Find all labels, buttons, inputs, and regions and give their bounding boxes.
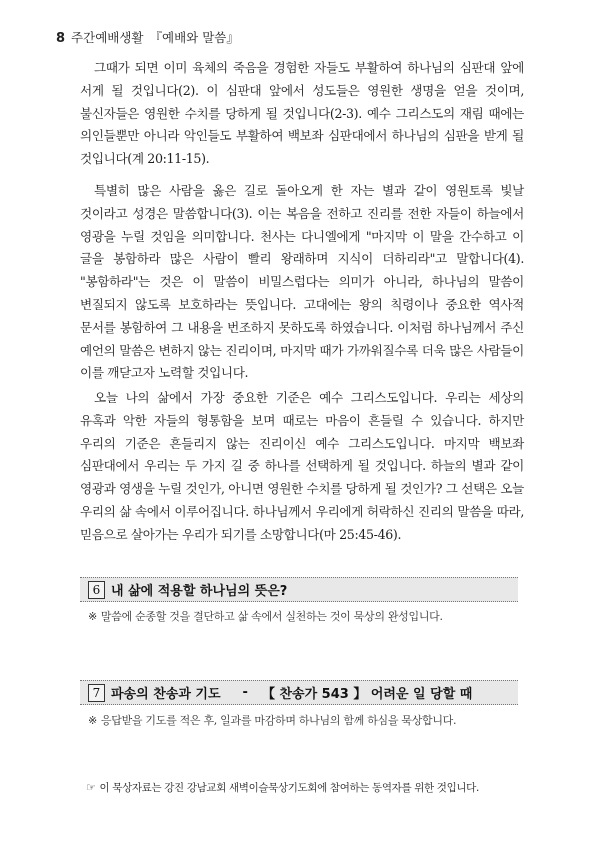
page-number: 8 bbox=[56, 31, 66, 46]
body-paragraph-2: 특별히 많은 사람을 옳은 길로 돌아오게 한 자는 별과 같이 영원토록 빛날 것이라고 성경은 말씀합니다(3). 이는 복음을 전하고 진리를 전한 자들이 하늘에서 영광을 누릴 것임을 의미합니다. 천사는 다니엘에게 "마지막 이 말을 간수하고 이 글을 봉함하라 많은 사람이 빨리 왕래하며 지식이 더하리라"고 말합니다(4). "봉함하라"는 것은 이 말씀이 비밀스럽다는 의미가 아니라, 하나님의 말씀이 변질되지 않도록 보호하라는 뜻입니다. 고대에는 왕의 칙령이나 중요한 역사적 문서를 봉함하여 그 내용을 번조하지 못하도록 하였습니다. 이처럼 하나님께서 주신 예언의 말씀은 변하지 않는 진리이며, 마지막 때가 가까워질수록 더욱 많은 사람들이 이를 깨닫고자 노력할 것입니다. bbox=[80, 183, 524, 381]
section-6-number: 6 bbox=[88, 581, 105, 599]
footer-text: 이 묵상자료는 강진 강남교회 새벽이슬묵상기도회에 참여하는 동역자를 위한 것입니다. bbox=[99, 782, 479, 794]
section-6-header bbox=[80, 577, 518, 602]
section-7-number: 7 bbox=[88, 684, 105, 702]
section-6-note-text: 말씀에 순종할 것을 결단하고 삶 속에서 실천하는 것이 묵상의 완성입니다. bbox=[100, 610, 443, 623]
body-paragraph-1: 그때가 되면 이미 육체의 죽음을 경험한 자들도 부활하여 하나님의 심판대 앞에 서게 될 것입니다(2). 이 심판대 앞에서 성도들은 영원한 생명을 얻을 것이며, 불신자들은 영원한 수치를 당하게 될 것입니다(2-3). 예수 그리스도의 재림 때에는 의인들뿐만 아니라 악인들도 부활하여 백보좌 심판대에서 하나님의 심판을 받게 될 것입니다(계 20:11-15). bbox=[80, 60, 524, 167]
note-mark: ※ bbox=[88, 714, 97, 727]
section-6-title: 내 삶에 적용할 하나님의 뜻은? bbox=[111, 584, 288, 599]
section-7-note-text: 응답받을 기도를 적은 후, 일과를 마감하며 하나님의 함께 하심을 묵상합니다. bbox=[100, 714, 457, 727]
section-7-note bbox=[88, 712, 528, 728]
page-header bbox=[56, 28, 239, 46]
footer-note bbox=[86, 780, 479, 795]
publication-name: 주간예배생활 bbox=[71, 30, 144, 45]
body-paragraph-3: 오늘 나의 삶에서 가장 중요한 기준은 예수 그리스도입니다. 우리는 세상의 유혹과 악한 자들의 형통함을 보며 때로는 마음이 흔들릴 수 있습니다. 하지만 우리의 기준은 흔들리지 않는 진리이신 예수 그리스도입니다. 마지막 백보좌 심판대에서 우리는 두 가지 길 중 하나를 선택하게 될 것입니다. 하늘의 별과 같이 영광과 영생을 누릴 것인가, 아니면 영원한 수치를 당하게 될 것인가? 그 선택은 오늘 우리의 삶 속에서 이루어집니다. 하나님께서 우리에게 허락하신 진리의 말씀을 따라, 믿음으로 살아가는 우리가 되기를 소망합니다(마 25:45-46). bbox=[80, 390, 524, 542]
section-6-note bbox=[88, 608, 528, 624]
section-7-title: 파송의 찬송과 기도 bbox=[111, 687, 221, 702]
hand-pointing-icon: ☞ bbox=[86, 781, 96, 794]
publication-title: 『예배와 말씀』 bbox=[149, 30, 239, 45]
note-mark: ※ bbox=[88, 610, 97, 623]
section-7-header bbox=[80, 680, 518, 705]
section-7-separator: - bbox=[242, 685, 248, 700]
hymn-title: 【 찬송가 543 】 어려운 일 당할 때 bbox=[261, 687, 473, 702]
